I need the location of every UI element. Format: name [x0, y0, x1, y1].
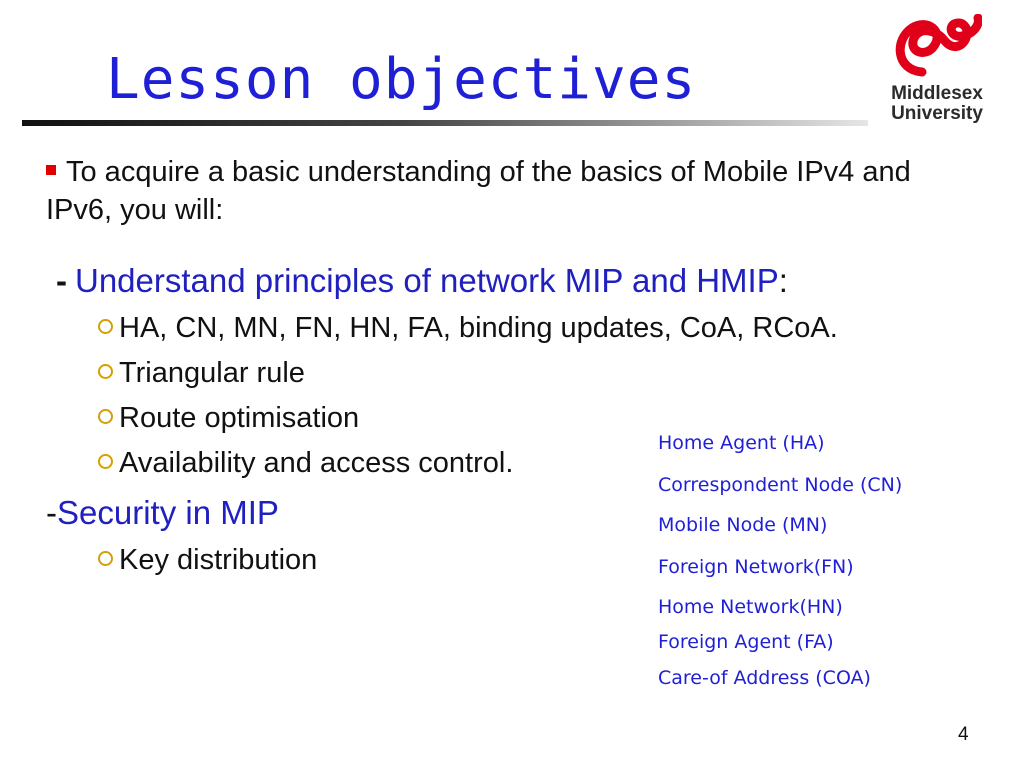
glossary-item: Correspondent Node (CN)	[658, 474, 903, 496]
objective-dash: -	[46, 494, 57, 531]
logo-text-line2: University	[891, 103, 983, 124]
objective-1	[56, 262, 788, 300]
title-underline	[22, 120, 868, 126]
sub-bullet	[98, 312, 838, 345]
intro-text: To acquire a basic understanding of the basics of Mobile IPv4 and IPv6, you will:	[46, 156, 911, 226]
sub-bullet	[98, 402, 359, 435]
objective-2	[46, 494, 279, 532]
objective-colon: :	[778, 262, 788, 299]
slide-title: Lesson objectives	[106, 47, 697, 112]
sub-bullet-text: HA, CN, MN, FN, HN, FA, binding updates, CoA, RCoA.	[119, 312, 838, 344]
glossary-item: Home Agent (HA)	[658, 432, 825, 454]
logo-swirl-icon	[892, 14, 982, 80]
sub-bullet-text: Key distribution	[119, 544, 318, 576]
logo-text-line1: Middlesex	[891, 83, 983, 104]
ring-bullet-icon	[98, 409, 113, 424]
glossary-item: Care-of Address (COA)	[658, 667, 871, 689]
sub-bullet-text: Availability and access control.	[119, 447, 514, 479]
objective-text: Security in MIP	[57, 494, 279, 531]
ring-bullet-icon	[98, 551, 113, 566]
glossary-item: Foreign Network(FN)	[658, 556, 854, 578]
sub-bullet	[98, 357, 305, 390]
ring-bullet-icon	[98, 364, 113, 379]
sub-bullet	[98, 447, 513, 480]
square-bullet-icon	[46, 165, 56, 175]
glossary-item: Foreign Agent (FA)	[658, 631, 834, 653]
sub-bullet	[98, 544, 317, 577]
sub-bullet-text: Triangular rule	[119, 357, 305, 389]
sub-bullet-text: Route optimisation	[119, 402, 360, 434]
glossary-item: Mobile Node (MN)	[658, 514, 828, 536]
ring-bullet-icon	[98, 319, 113, 334]
glossary-item: Home Network(HN)	[658, 596, 843, 618]
objective-text: Understand principles of network MIP and HMIP	[75, 262, 779, 299]
ring-bullet-icon	[98, 454, 113, 469]
intro-paragraph	[46, 153, 946, 229]
page-number: 4	[958, 724, 969, 745]
university-logo	[878, 14, 996, 126]
objective-dash: -	[56, 262, 67, 299]
